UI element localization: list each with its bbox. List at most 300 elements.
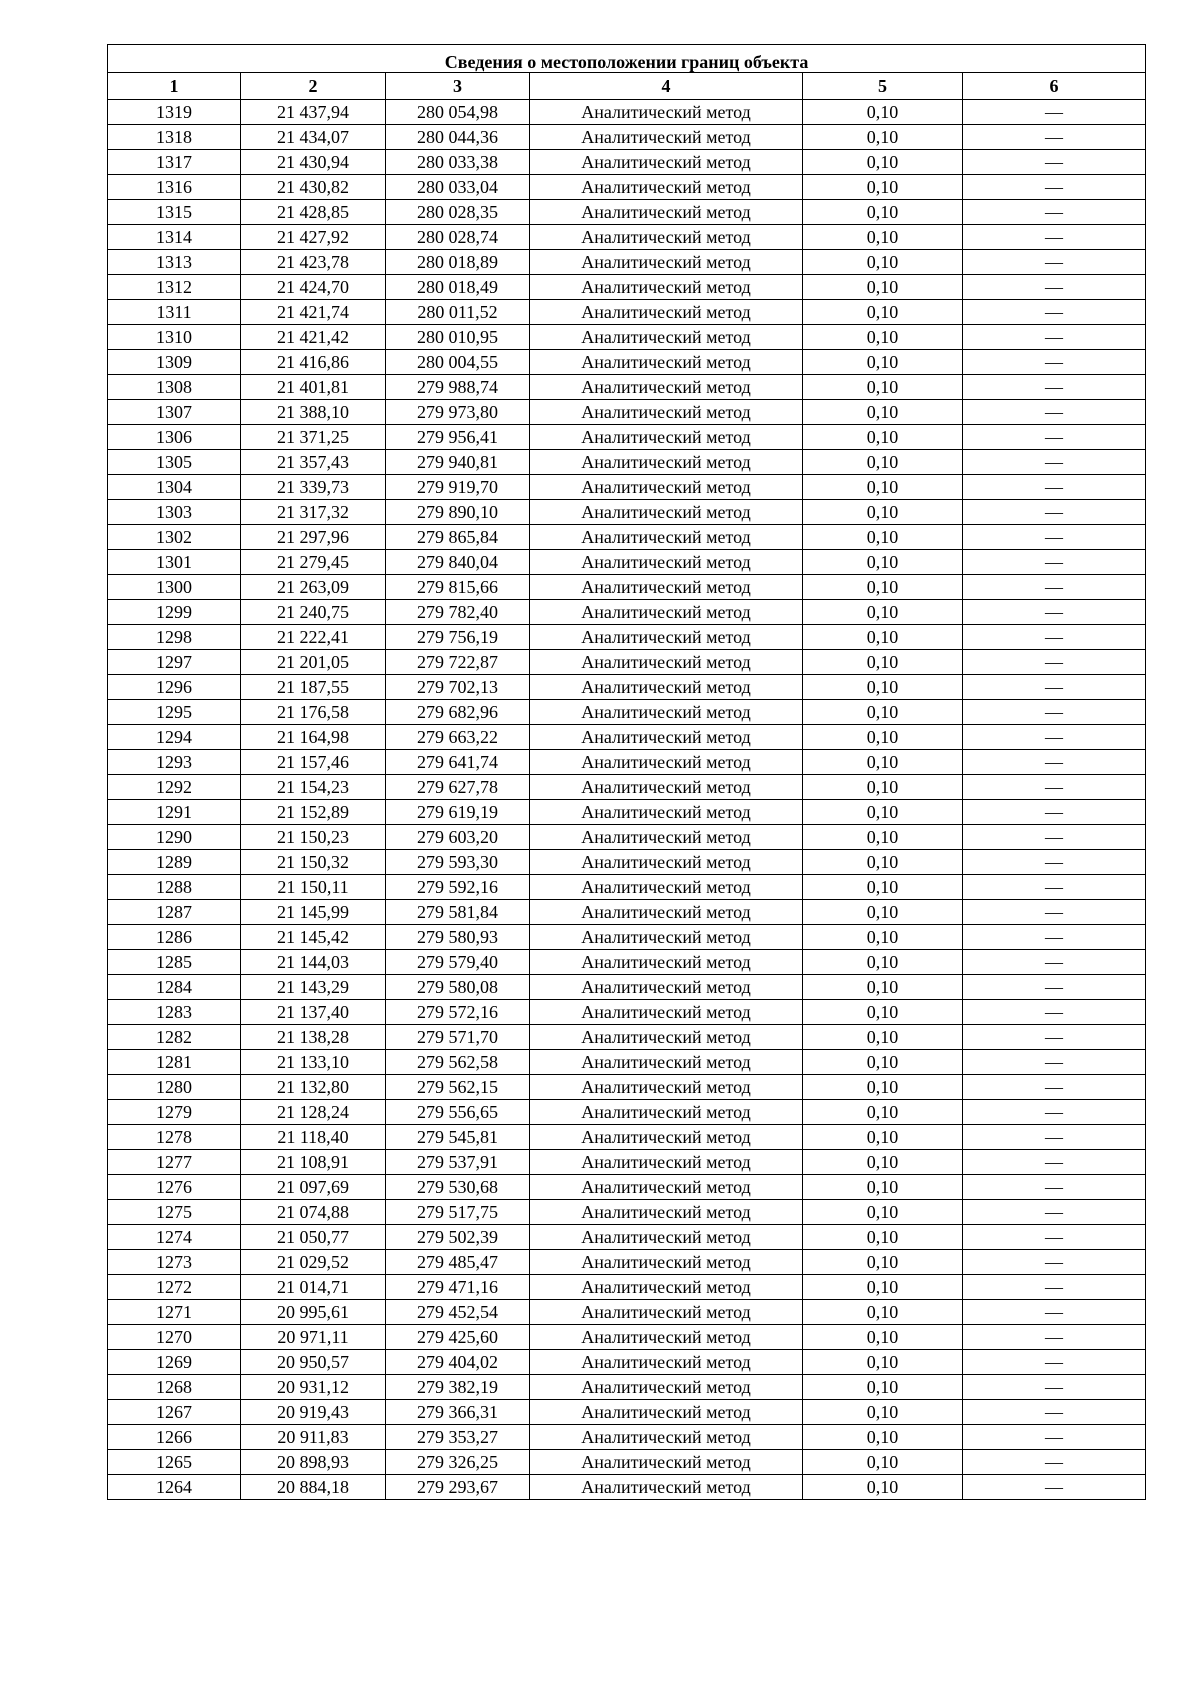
point-number-cell: 1306: [108, 425, 241, 450]
x-coordinate-cell: 21 421,42: [241, 325, 386, 350]
y-coordinate-cell: 279 293,67: [386, 1475, 530, 1500]
method-cell: Аналитический метод: [530, 700, 803, 725]
description-cell: —: [963, 1000, 1146, 1025]
accuracy-cell: 0,10: [803, 1050, 963, 1075]
description-cell: —: [963, 800, 1146, 825]
description-cell: —: [963, 125, 1146, 150]
method-cell: Аналитический метод: [530, 1325, 803, 1350]
x-coordinate-cell: 21 014,71: [241, 1275, 386, 1300]
description-cell: —: [963, 425, 1146, 450]
y-coordinate-cell: 279 530,68: [386, 1175, 530, 1200]
description-cell: —: [963, 775, 1146, 800]
x-coordinate-cell: 21 128,24: [241, 1100, 386, 1125]
method-cell: Аналитический метод: [530, 500, 803, 525]
table-row: [108, 925, 1146, 950]
x-coordinate-cell: 21 339,73: [241, 475, 386, 500]
method-cell: Аналитический метод: [530, 400, 803, 425]
point-number-cell: 1275: [108, 1200, 241, 1225]
point-number-cell: 1280: [108, 1075, 241, 1100]
point-number-cell: 1294: [108, 725, 241, 750]
point-number-cell: 1310: [108, 325, 241, 350]
column-number-row: [108, 73, 1146, 100]
point-number-cell: 1313: [108, 250, 241, 275]
method-cell: Аналитический метод: [530, 1275, 803, 1300]
description-cell: —: [963, 825, 1146, 850]
table-row: [108, 575, 1146, 600]
accuracy-cell: 0,10: [803, 500, 963, 525]
accuracy-cell: 0,10: [803, 250, 963, 275]
accuracy-cell: 0,10: [803, 1250, 963, 1275]
y-coordinate-cell: 279 502,39: [386, 1225, 530, 1250]
method-cell: Аналитический метод: [530, 200, 803, 225]
table-row: [108, 975, 1146, 1000]
accuracy-cell: 0,10: [803, 800, 963, 825]
x-coordinate-cell: 21 144,03: [241, 950, 386, 975]
table-row: [108, 625, 1146, 650]
y-coordinate-cell: 279 592,16: [386, 875, 530, 900]
description-cell: —: [963, 225, 1146, 250]
accuracy-cell: 0,10: [803, 875, 963, 900]
accuracy-cell: 0,10: [803, 600, 963, 625]
method-cell: Аналитический метод: [530, 1400, 803, 1425]
accuracy-cell: 0,10: [803, 625, 963, 650]
y-coordinate-cell: 279 556,65: [386, 1100, 530, 1125]
point-number-cell: 1284: [108, 975, 241, 1000]
column-number-2: 2: [241, 73, 386, 100]
table-row: [108, 1025, 1146, 1050]
point-number-cell: 1295: [108, 700, 241, 725]
y-coordinate-cell: 279 919,70: [386, 475, 530, 500]
accuracy-cell: 0,10: [803, 200, 963, 225]
x-coordinate-cell: 21 150,23: [241, 825, 386, 850]
method-cell: Аналитический метод: [530, 175, 803, 200]
y-coordinate-cell: 279 782,40: [386, 600, 530, 625]
point-number-cell: 1281: [108, 1050, 241, 1075]
y-coordinate-cell: 279 537,91: [386, 1150, 530, 1175]
y-coordinate-cell: 279 756,19: [386, 625, 530, 650]
description-cell: —: [963, 175, 1146, 200]
table-row: [108, 1475, 1146, 1500]
accuracy-cell: 0,10: [803, 1475, 963, 1500]
accuracy-cell: 0,10: [803, 400, 963, 425]
description-cell: —: [963, 1050, 1146, 1075]
accuracy-cell: 0,10: [803, 1175, 963, 1200]
accuracy-cell: 0,10: [803, 275, 963, 300]
method-cell: Аналитический метод: [530, 100, 803, 125]
method-cell: Аналитический метод: [530, 1450, 803, 1475]
description-cell: —: [963, 900, 1146, 925]
y-coordinate-cell: 279 815,66: [386, 575, 530, 600]
point-number-cell: 1301: [108, 550, 241, 575]
point-number-cell: 1286: [108, 925, 241, 950]
x-coordinate-cell: 21 423,78: [241, 250, 386, 275]
table-row: [108, 225, 1146, 250]
table-row: [108, 1175, 1146, 1200]
accuracy-cell: 0,10: [803, 825, 963, 850]
x-coordinate-cell: 21 222,41: [241, 625, 386, 650]
table-row: [108, 550, 1146, 575]
y-coordinate-cell: 279 580,93: [386, 925, 530, 950]
accuracy-cell: 0,10: [803, 1200, 963, 1225]
x-coordinate-cell: 20 995,61: [241, 1300, 386, 1325]
table-row: [108, 875, 1146, 900]
table-row: [108, 200, 1146, 225]
method-cell: Аналитический метод: [530, 1300, 803, 1325]
column-number-1: 1: [108, 73, 241, 100]
x-coordinate-cell: 21 157,46: [241, 750, 386, 775]
table-row: [108, 325, 1146, 350]
x-coordinate-cell: 21 074,88: [241, 1200, 386, 1225]
description-cell: —: [963, 625, 1146, 650]
description-cell: —: [963, 350, 1146, 375]
accuracy-cell: 0,10: [803, 1425, 963, 1450]
method-cell: Аналитический метод: [530, 1150, 803, 1175]
table-row: [108, 675, 1146, 700]
y-coordinate-cell: 279 471,16: [386, 1275, 530, 1300]
y-coordinate-cell: 279 619,19: [386, 800, 530, 825]
accuracy-cell: 0,10: [803, 1000, 963, 1025]
method-cell: Аналитический метод: [530, 675, 803, 700]
x-coordinate-cell: 20 911,83: [241, 1425, 386, 1450]
method-cell: Аналитический метод: [530, 450, 803, 475]
description-cell: —: [963, 650, 1146, 675]
accuracy-cell: 0,10: [803, 1075, 963, 1100]
description-cell: —: [963, 1300, 1146, 1325]
method-cell: Аналитический метод: [530, 425, 803, 450]
table-row: [108, 600, 1146, 625]
accuracy-cell: 0,10: [803, 1450, 963, 1475]
y-coordinate-cell: 279 956,41: [386, 425, 530, 450]
x-coordinate-cell: 21 138,28: [241, 1025, 386, 1050]
description-cell: —: [963, 950, 1146, 975]
y-coordinate-cell: 279 452,54: [386, 1300, 530, 1325]
method-cell: Аналитический метод: [530, 1425, 803, 1450]
x-coordinate-cell: 21 317,32: [241, 500, 386, 525]
method-cell: Аналитический метод: [530, 725, 803, 750]
method-cell: Аналитический метод: [530, 1250, 803, 1275]
y-coordinate-cell: 279 581,84: [386, 900, 530, 925]
accuracy-cell: 0,10: [803, 1400, 963, 1425]
description-cell: —: [963, 725, 1146, 750]
x-coordinate-cell: 21 401,81: [241, 375, 386, 400]
description-cell: —: [963, 525, 1146, 550]
method-cell: Аналитический метод: [530, 650, 803, 675]
y-coordinate-cell: 279 382,19: [386, 1375, 530, 1400]
description-cell: —: [963, 875, 1146, 900]
description-cell: —: [963, 1475, 1146, 1500]
x-coordinate-cell: 21 154,23: [241, 775, 386, 800]
method-cell: Аналитический метод: [530, 825, 803, 850]
y-coordinate-cell: 279 579,40: [386, 950, 530, 975]
table-row: [108, 175, 1146, 200]
x-coordinate-cell: 21 263,09: [241, 575, 386, 600]
x-coordinate-cell: 21 240,75: [241, 600, 386, 625]
description-cell: —: [963, 1450, 1146, 1475]
accuracy-cell: 0,10: [803, 750, 963, 775]
method-cell: Аналитический метод: [530, 250, 803, 275]
point-number-cell: 1279: [108, 1100, 241, 1125]
point-number-cell: 1287: [108, 900, 241, 925]
x-coordinate-cell: 21 050,77: [241, 1225, 386, 1250]
point-number-cell: 1267: [108, 1400, 241, 1425]
x-coordinate-cell: 21 108,91: [241, 1150, 386, 1175]
y-coordinate-cell: 279 603,20: [386, 825, 530, 850]
y-coordinate-cell: 280 033,38: [386, 150, 530, 175]
accuracy-cell: 0,10: [803, 550, 963, 575]
y-coordinate-cell: 279 425,60: [386, 1325, 530, 1350]
table-row: [108, 275, 1146, 300]
boundary-table: [107, 44, 1146, 1500]
description-cell: —: [963, 850, 1146, 875]
y-coordinate-cell: 280 028,35: [386, 200, 530, 225]
y-coordinate-cell: 279 485,47: [386, 1250, 530, 1275]
accuracy-cell: 0,10: [803, 900, 963, 925]
table-row: [108, 800, 1146, 825]
table-row: [108, 1275, 1146, 1300]
x-coordinate-cell: 21 118,40: [241, 1125, 386, 1150]
column-number-3: 3: [386, 73, 530, 100]
description-cell: —: [963, 1275, 1146, 1300]
y-coordinate-cell: 279 682,96: [386, 700, 530, 725]
method-cell: Аналитический метод: [530, 325, 803, 350]
accuracy-cell: 0,10: [803, 1225, 963, 1250]
y-coordinate-cell: 280 018,49: [386, 275, 530, 300]
method-cell: Аналитический метод: [530, 1050, 803, 1075]
y-coordinate-cell: 279 890,10: [386, 500, 530, 525]
y-coordinate-cell: 280 011,52: [386, 300, 530, 325]
table-row: [108, 1425, 1146, 1450]
table-row: [108, 500, 1146, 525]
table-row: [108, 125, 1146, 150]
column-number-4: 4: [530, 73, 803, 100]
method-cell: Аналитический метод: [530, 1200, 803, 1225]
point-number-cell: 1276: [108, 1175, 241, 1200]
y-coordinate-cell: 279 641,74: [386, 750, 530, 775]
accuracy-cell: 0,10: [803, 850, 963, 875]
method-cell: Аналитический метод: [530, 900, 803, 925]
accuracy-cell: 0,10: [803, 300, 963, 325]
description-cell: —: [963, 325, 1146, 350]
accuracy-cell: 0,10: [803, 1125, 963, 1150]
table-row: [108, 1150, 1146, 1175]
table-row: [108, 1300, 1146, 1325]
point-number-cell: 1317: [108, 150, 241, 175]
description-cell: —: [963, 400, 1146, 425]
accuracy-cell: 0,10: [803, 975, 963, 1000]
description-cell: —: [963, 500, 1146, 525]
description-cell: —: [963, 1350, 1146, 1375]
accuracy-cell: 0,10: [803, 325, 963, 350]
method-cell: Аналитический метод: [530, 375, 803, 400]
point-number-cell: 1303: [108, 500, 241, 525]
description-cell: —: [963, 300, 1146, 325]
y-coordinate-cell: 279 562,15: [386, 1075, 530, 1100]
accuracy-cell: 0,10: [803, 1300, 963, 1325]
method-cell: Аналитический метод: [530, 850, 803, 875]
accuracy-cell: 0,10: [803, 525, 963, 550]
x-coordinate-cell: 21 164,98: [241, 725, 386, 750]
table-row: [108, 725, 1146, 750]
description-cell: —: [963, 150, 1146, 175]
method-cell: Аналитический метод: [530, 875, 803, 900]
x-coordinate-cell: 21 430,82: [241, 175, 386, 200]
y-coordinate-cell: 279 840,04: [386, 550, 530, 575]
method-cell: Аналитический метод: [530, 1000, 803, 1025]
accuracy-cell: 0,10: [803, 775, 963, 800]
point-number-cell: 1268: [108, 1375, 241, 1400]
y-coordinate-cell: 280 004,55: [386, 350, 530, 375]
point-number-cell: 1296: [108, 675, 241, 700]
method-cell: Аналитический метод: [530, 1100, 803, 1125]
table-row: [108, 1325, 1146, 1350]
point-number-cell: 1272: [108, 1275, 241, 1300]
accuracy-cell: 0,10: [803, 100, 963, 125]
x-coordinate-cell: 21 421,74: [241, 300, 386, 325]
y-coordinate-cell: 279 988,74: [386, 375, 530, 400]
method-cell: Аналитический метод: [530, 350, 803, 375]
method-cell: Аналитический метод: [530, 1025, 803, 1050]
point-number-cell: 1319: [108, 100, 241, 125]
table-row: [108, 1075, 1146, 1100]
table-row: [108, 1200, 1146, 1225]
point-number-cell: 1265: [108, 1450, 241, 1475]
description-cell: —: [963, 1375, 1146, 1400]
method-cell: Аналитический метод: [530, 1475, 803, 1500]
y-coordinate-cell: 280 010,95: [386, 325, 530, 350]
x-coordinate-cell: 21 388,10: [241, 400, 386, 425]
x-coordinate-cell: 21 097,69: [241, 1175, 386, 1200]
point-number-cell: 1315: [108, 200, 241, 225]
point-number-cell: 1312: [108, 275, 241, 300]
method-cell: Аналитический метод: [530, 975, 803, 1000]
description-cell: —: [963, 1025, 1146, 1050]
table-row: [108, 650, 1146, 675]
point-number-cell: 1291: [108, 800, 241, 825]
description-cell: —: [963, 700, 1146, 725]
y-coordinate-cell: 279 366,31: [386, 1400, 530, 1425]
accuracy-cell: 0,10: [803, 425, 963, 450]
description-cell: —: [963, 375, 1146, 400]
point-number-cell: 1298: [108, 625, 241, 650]
accuracy-cell: 0,10: [803, 225, 963, 250]
y-coordinate-cell: 279 865,84: [386, 525, 530, 550]
method-cell: Аналитический метод: [530, 1075, 803, 1100]
method-cell: Аналитический метод: [530, 1175, 803, 1200]
method-cell: Аналитический метод: [530, 475, 803, 500]
point-number-cell: 1297: [108, 650, 241, 675]
accuracy-cell: 0,10: [803, 450, 963, 475]
x-coordinate-cell: 21 150,11: [241, 875, 386, 900]
x-coordinate-cell: 21 437,94: [241, 100, 386, 125]
accuracy-cell: 0,10: [803, 175, 963, 200]
table-row: [108, 1100, 1146, 1125]
point-number-cell: 1273: [108, 1250, 241, 1275]
x-coordinate-cell: 20 919,43: [241, 1400, 386, 1425]
x-coordinate-cell: 21 137,40: [241, 1000, 386, 1025]
point-number-cell: 1304: [108, 475, 241, 500]
description-cell: —: [963, 1075, 1146, 1100]
description-cell: —: [963, 450, 1146, 475]
method-cell: Аналитический метод: [530, 125, 803, 150]
y-coordinate-cell: 279 562,58: [386, 1050, 530, 1075]
table-body: [108, 100, 1146, 1500]
point-number-cell: 1316: [108, 175, 241, 200]
method-cell: Аналитический метод: [530, 1350, 803, 1375]
description-cell: —: [963, 550, 1146, 575]
accuracy-cell: 0,10: [803, 150, 963, 175]
table-row: [108, 1000, 1146, 1025]
table-row: [108, 750, 1146, 775]
method-cell: Аналитический метод: [530, 625, 803, 650]
accuracy-cell: 0,10: [803, 375, 963, 400]
accuracy-cell: 0,10: [803, 575, 963, 600]
point-number-cell: 1277: [108, 1150, 241, 1175]
description-cell: —: [963, 1225, 1146, 1250]
x-coordinate-cell: 21 152,89: [241, 800, 386, 825]
table-row: [108, 525, 1146, 550]
description-cell: —: [963, 275, 1146, 300]
x-coordinate-cell: 21 133,10: [241, 1050, 386, 1075]
description-cell: —: [963, 1200, 1146, 1225]
description-cell: —: [963, 1325, 1146, 1350]
table-row: [108, 775, 1146, 800]
x-coordinate-cell: 20 931,12: [241, 1375, 386, 1400]
point-number-cell: 1302: [108, 525, 241, 550]
accuracy-cell: 0,10: [803, 1025, 963, 1050]
y-coordinate-cell: 280 033,04: [386, 175, 530, 200]
table-row: [108, 1350, 1146, 1375]
y-coordinate-cell: 280 054,98: [386, 100, 530, 125]
description-cell: —: [963, 675, 1146, 700]
method-cell: Аналитический метод: [530, 1375, 803, 1400]
table-row: [108, 850, 1146, 875]
column-number-6: 6: [963, 73, 1146, 100]
point-number-cell: 1305: [108, 450, 241, 475]
x-coordinate-cell: 21 132,80: [241, 1075, 386, 1100]
point-number-cell: 1278: [108, 1125, 241, 1150]
description-cell: —: [963, 475, 1146, 500]
x-coordinate-cell: 21 145,99: [241, 900, 386, 925]
x-coordinate-cell: 21 145,42: [241, 925, 386, 950]
point-number-cell: 1270: [108, 1325, 241, 1350]
description-cell: —: [963, 1175, 1146, 1200]
x-coordinate-cell: 21 357,43: [241, 450, 386, 475]
y-coordinate-cell: 279 404,02: [386, 1350, 530, 1375]
table-row: [108, 700, 1146, 725]
x-coordinate-cell: 21 428,85: [241, 200, 386, 225]
accuracy-cell: 0,10: [803, 475, 963, 500]
table-row: [108, 1250, 1146, 1275]
method-cell: Аналитический метод: [530, 750, 803, 775]
method-cell: Аналитический метод: [530, 550, 803, 575]
description-cell: —: [963, 600, 1146, 625]
method-cell: Аналитический метод: [530, 600, 803, 625]
y-coordinate-cell: 280 018,89: [386, 250, 530, 275]
table-row: [108, 100, 1146, 125]
method-cell: Аналитический метод: [530, 575, 803, 600]
method-cell: Аналитический метод: [530, 775, 803, 800]
description-cell: —: [963, 575, 1146, 600]
x-coordinate-cell: 21 416,86: [241, 350, 386, 375]
method-cell: Аналитический метод: [530, 525, 803, 550]
point-number-cell: 1274: [108, 1225, 241, 1250]
point-number-cell: 1307: [108, 400, 241, 425]
description-cell: —: [963, 1150, 1146, 1175]
point-number-cell: 1314: [108, 225, 241, 250]
y-coordinate-cell: 280 044,36: [386, 125, 530, 150]
accuracy-cell: 0,10: [803, 1275, 963, 1300]
x-coordinate-cell: 21 150,32: [241, 850, 386, 875]
